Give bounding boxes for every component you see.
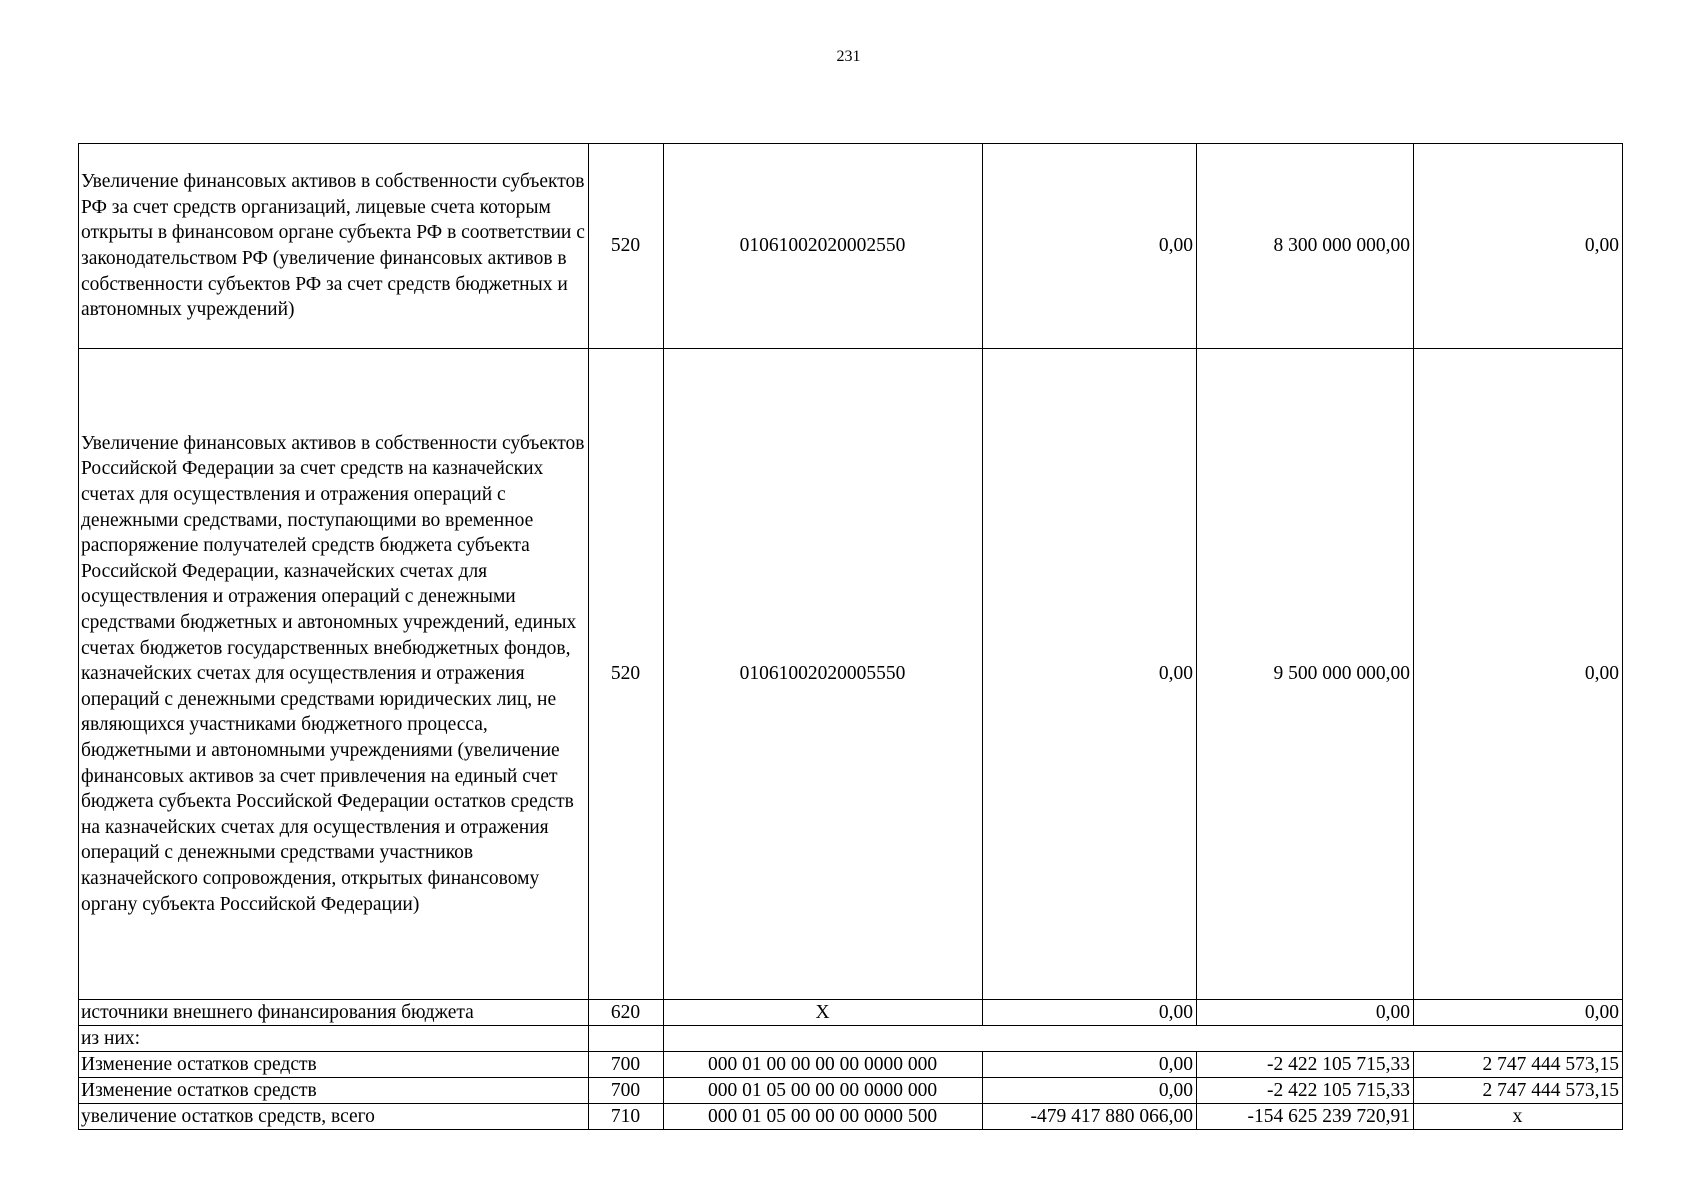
row-line-code: 520 — [589, 144, 664, 349]
table-row — [79, 349, 1623, 1000]
table-row — [79, 1026, 1623, 1052]
row-budget-code: 01061002020002550 — [664, 144, 983, 349]
page-number: 231 — [836, 48, 861, 65]
row-value-3: 0,00 — [1414, 349, 1623, 1000]
row-name: из них: — [79, 1026, 589, 1052]
row-line-code: 710 — [589, 1104, 664, 1130]
row-budget-code: 000 01 05 00 00 00 0000 000 — [664, 1078, 983, 1104]
row-value-1: 0,00 — [983, 144, 1197, 349]
row-value-3: 0,00 — [1414, 144, 1623, 349]
row-name: Изменение остатков средств — [79, 1052, 589, 1078]
row-line-code: 700 — [589, 1078, 664, 1104]
row-value-2: 9 500 000 000,00 — [1197, 349, 1414, 1000]
row-line-code: 700 — [589, 1052, 664, 1078]
row-value-3: 2 747 444 573,15 — [1414, 1052, 1623, 1078]
row-name: увеличение остатков средств, всего — [79, 1104, 589, 1130]
row-name: источники внешнего финансирования бюджета — [79, 1000, 589, 1026]
row-name: Изменение остатков средств — [79, 1078, 589, 1104]
row-value-2: 0,00 — [1197, 1000, 1414, 1026]
row-value-1: 0,00 — [983, 1078, 1197, 1104]
row-empty-span — [664, 1026, 1623, 1052]
row-name: Увеличение финансовых активов в собственности субъектов Российской Федерации за счет средств на казначейских счетах для осуществления и отражения операций с денежными средствами, поступающими во временное распоряжение получателей средств бюджета субъекта Российской Федерации, казначейских счетах для осуществления и отражения операций с денежными средствами бюджетных и автономных учреждений, единых счетах бюджетов государственных внебюджетных фондов, казначейских счетах для осуществления и отражения операций с денежными средствами юридических лиц, не являющихся участниками бюджетного процесса, бюджетными и автономными учреждениями (увеличение финансовых активов за счет привлечения на единый счет бюджета субъекта Российской Федерации остатков средств на казначейских счетах для осуществления и отражения операций с денежными средствами участников казначейского сопровождения, открытых финансовому органу субъекта Российской Федерации) — [79, 349, 589, 1000]
row-value-1: -479 417 880 066,00 — [983, 1104, 1197, 1130]
row-value-2: -154 625 239 720,91 — [1197, 1104, 1414, 1130]
row-budget-code: 000 01 05 00 00 00 0000 500 — [664, 1104, 983, 1130]
row-line-code: 620 — [589, 1000, 664, 1026]
row-value-3: x — [1414, 1104, 1623, 1130]
row-value-1: 0,00 — [983, 1052, 1197, 1078]
row-budget-code: X — [664, 1000, 983, 1026]
row-value-2: 8 300 000 000,00 — [1197, 144, 1414, 349]
row-value-3: 0,00 — [1414, 1000, 1623, 1026]
table-row — [79, 1104, 1623, 1130]
row-line-code — [589, 1026, 664, 1052]
table-row — [79, 1000, 1623, 1026]
financing-sources-table — [78, 143, 1623, 1130]
row-value-3: 2 747 444 573,15 — [1414, 1078, 1623, 1104]
table-row — [79, 1052, 1623, 1078]
row-name: Увеличение финансовых активов в собственности субъектов РФ за счет средств организаций, лицевые счета которым открыты в финансовом органе субъекта РФ в соответствии с законодательством РФ (увеличение финансовых активов в собственности субъектов РФ за счет средств бюджетных и автономных учреждений) — [79, 144, 589, 349]
row-value-1: 0,00 — [983, 1000, 1197, 1026]
row-budget-code: 01061002020005550 — [664, 349, 983, 1000]
row-line-code: 520 — [589, 349, 664, 1000]
row-value-1: 0,00 — [983, 349, 1197, 1000]
row-value-2: -2 422 105 715,33 — [1197, 1078, 1414, 1104]
table-row — [79, 144, 1623, 349]
row-budget-code: 000 01 00 00 00 00 0000 000 — [664, 1052, 983, 1078]
row-value-2: -2 422 105 715,33 — [1197, 1052, 1414, 1078]
table-row — [79, 1078, 1623, 1104]
